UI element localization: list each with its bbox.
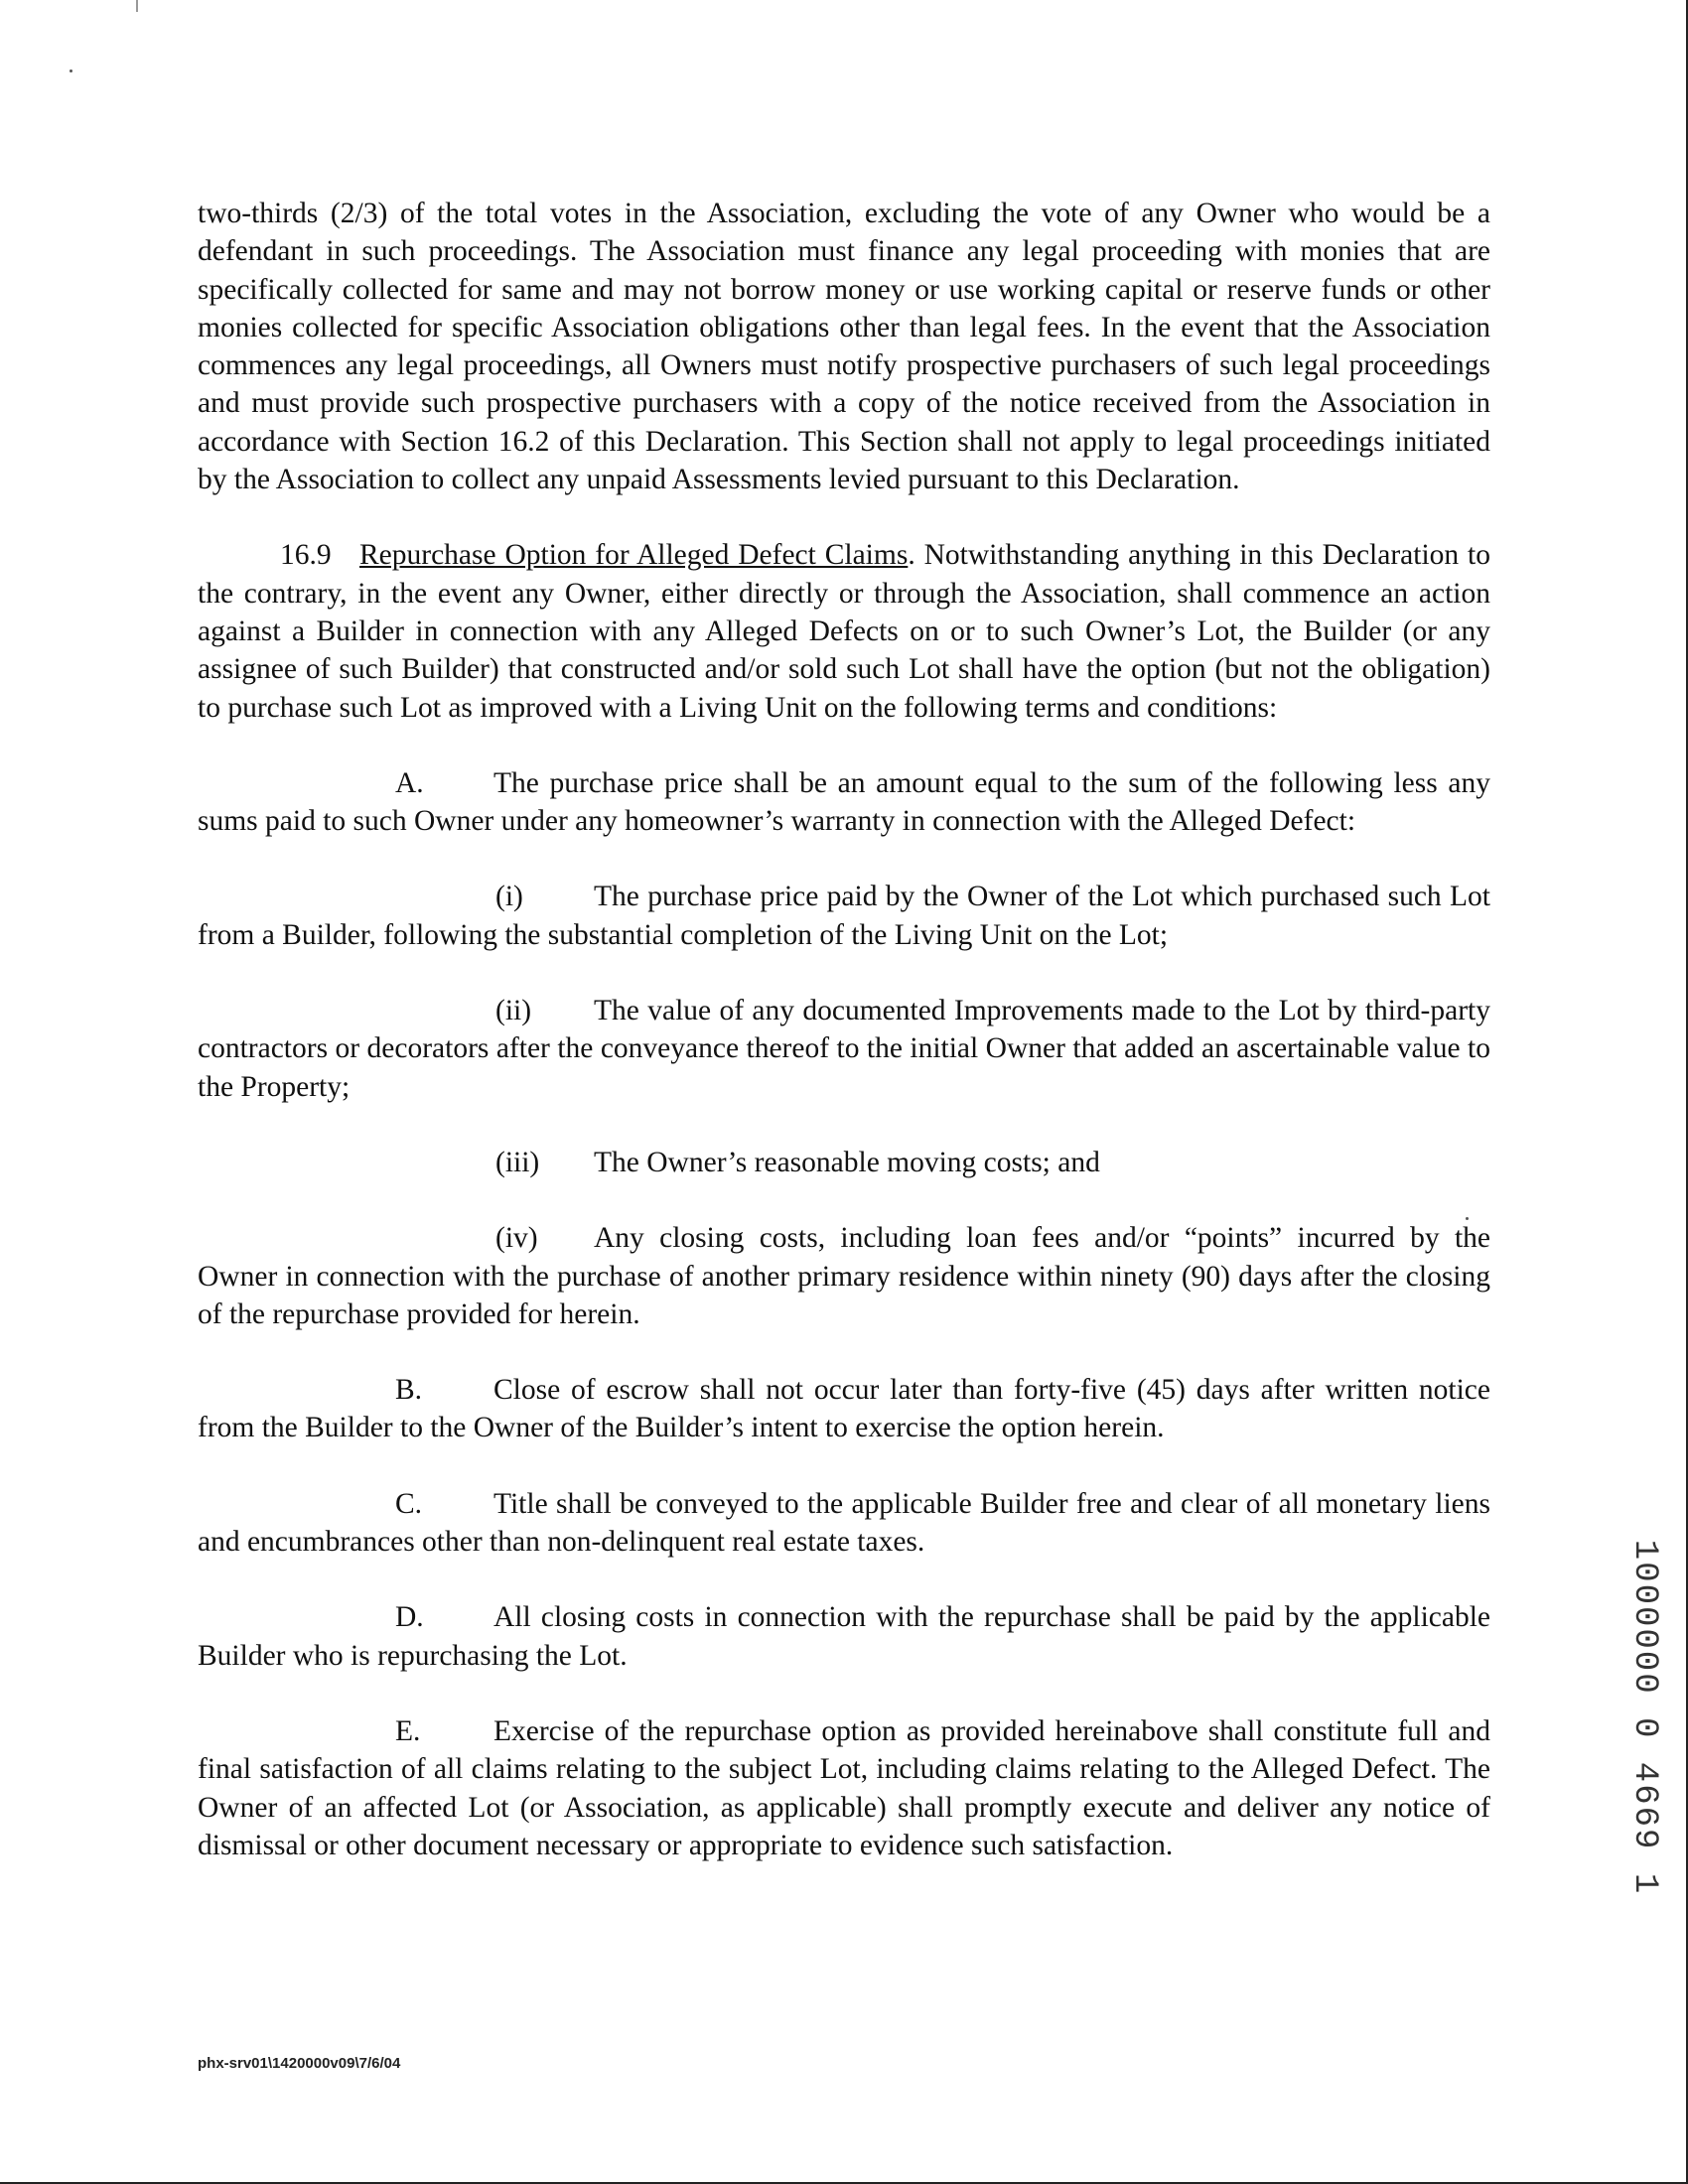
subitem-text: Any closing costs, including loan fees and/or “points” incurred by the Owner in connection with the purchase of another primary residence within ninety (90) days after the closing of the repurchase provided for herein. (198, 1222, 1490, 1330)
subitem-text: The Owner’s reasonable moving costs; and (594, 1146, 1100, 1178)
item-text: All closing costs in connection with the repurchase shall be paid by the applicable Builder who is repurchasing the Lot. (198, 1601, 1490, 1672)
item-text: Exercise of the repurchase option as provided hereinabove shall constitute full and final satisfaction of all claims relating to the subject Lot, including claims relating to the Alleged Defect. The Owner of an affected Lot (or Association, as applicable) shall promptly execute and deliver any notice of dismissal or other document necessary or appropriate to evidence such satisfaction. (198, 1714, 1490, 1861)
scan-speck (136, 0, 138, 12)
section-heading: Repurchase Option for Alleged Defect Claims (359, 539, 909, 572)
margin-stamp (1624, 1539, 1664, 1896)
subitem-label: (ii) (495, 995, 532, 1027)
subitem-label: (iv) (495, 1222, 538, 1255)
item-b (198, 1371, 1490, 1447)
item-label: E. (395, 1714, 421, 1747)
intro-paragraph: two-thirds (2/3) of the total votes in the Association, excluding the vote of any Owner who would be a defendant in such proceedings. The Association must finance any legal proceeding with monies that are specifically collected for same and may not borrow money or use working capital or reserve funds or other monies collected for specific Association obligations other than legal fees. In the event that the Association commences any legal proceedings, all Owners must notify prospective purchasers of such legal proceedings and must provide such prospective purchasers with a copy of the notice received from the Association in accordance with Section 16.2 of this Declaration. This Section shall not apply to legal proceedings initiated by the Association to collect any unpaid Assessments levied pursuant to this Declaration. (198, 198, 1490, 496)
section-body: . Notwithstanding anything in this Declaration to the contrary, in the event any Owner, either directly or through the Association, shall commence an action against a Builder in connection with any Alleged Defects on or to such Owner’s Lot, the Builder (or any assignee of such Builder) that constructed and/or sold such Lot shall have the option (but not the obligation) to purchase such Lot as improved with a Living Unit on the following terms and conditions: (198, 539, 1490, 724)
subitem-iii (198, 1144, 1490, 1181)
item-label: A. (395, 766, 424, 799)
subitem-ii (198, 992, 1490, 1106)
item-label: D. (395, 1601, 424, 1634)
section-number: 16.9 (280, 539, 332, 572)
scan-speck (70, 69, 72, 72)
subitem-i (198, 878, 1490, 954)
item-text: Title shall be conveyed to the applicable Builder free and clear of all monetary liens and encumbrances other than non-delinquent real estate taxes. (198, 1487, 1490, 1559)
item-label: B. (395, 1374, 423, 1407)
subitem-iv (198, 1219, 1490, 1333)
subitem-text: The value of any documented Improvements made to the Lot by third-party contractors or decorators after the conveyance thereof to the initial Owner that added an ascertainable value to the Property; (198, 995, 1490, 1103)
margin-stamp-text: 1000000 0 4669 1 (1625, 1539, 1663, 1896)
item-text: The purchase price shall be an amount equal to the sum of the following less any sums paid to such Owner under any homeowner’s warranty in connection with the Alleged Defect: (198, 766, 1490, 838)
item-text: Close of escrow shall not occur later than forty-five (45) days after written notice from the Builder to the Owner of the Builder’s intent to exercise the option herein. (198, 1374, 1490, 1444)
document-footer: phx-srv01\1420000v09\7/6/04 (198, 2055, 401, 2072)
item-e (198, 1712, 1490, 1864)
item-c (198, 1485, 1490, 1562)
subitem-text: The purchase price paid by the Owner of the Lot which purchased such Lot from a Builder, following the substantial completion of the Living Unit on the Lot; (198, 881, 1490, 951)
subitem-label: (iii) (495, 1146, 540, 1178)
subitem-label: (i) (495, 881, 523, 913)
document-body (198, 195, 1490, 1902)
item-a (198, 764, 1490, 841)
item-label: C. (395, 1487, 423, 1520)
section-16-9 (198, 536, 1490, 726)
item-d (198, 1598, 1490, 1675)
